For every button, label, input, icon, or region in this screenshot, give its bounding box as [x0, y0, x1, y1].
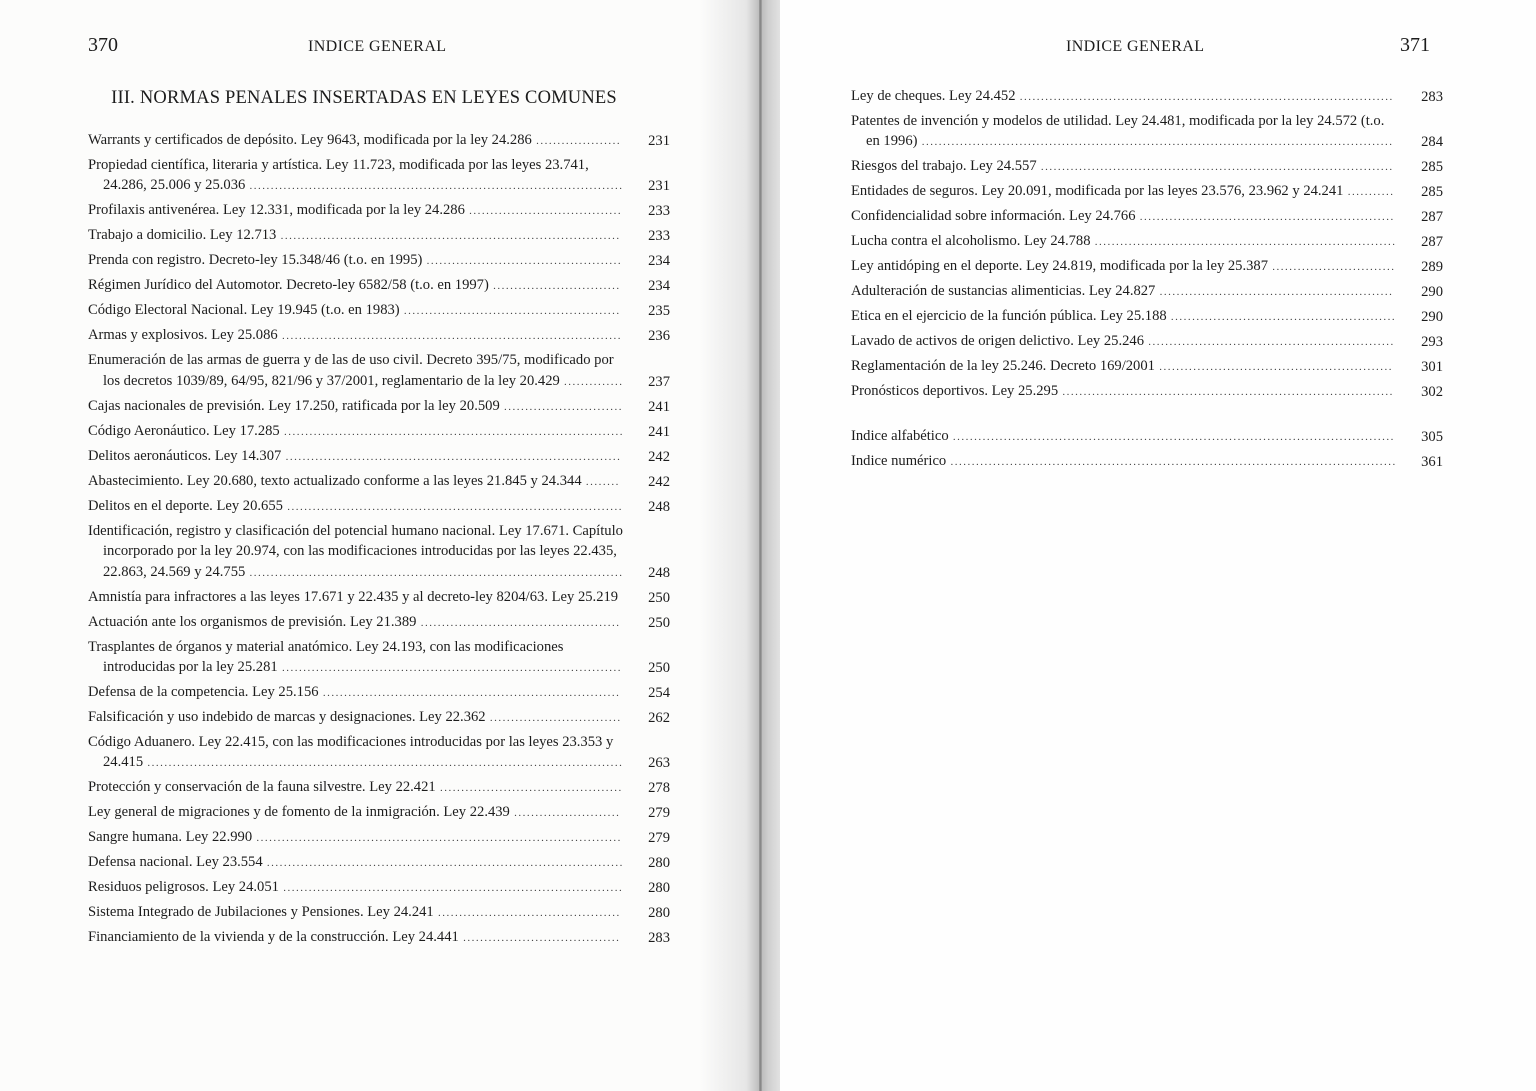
- toc-entry-title: Etica en el ejercicio de la función pública. Ley 25.188: [851, 308, 1167, 325]
- toc-entry-page: 237: [648, 373, 670, 390]
- toc-entry-page: 235: [648, 303, 670, 320]
- toc-entry-title: Enumeración de las armas de guerra y de las de uso civil. Decreto 395/75, modificado por los decretos 1039/89, 64/95, 821/96 y 37/2001, reglamentario de la ley 20.429: [88, 352, 614, 389]
- dot-leader: ...........: [1343, 186, 1395, 199]
- dot-leader: .........................................................................................................: [946, 456, 1397, 469]
- toc-entry: [88, 802, 670, 823]
- dot-leader: ......................................................................: [318, 687, 621, 700]
- running-head: INDICE GENERAL: [1066, 38, 1205, 55]
- toc-entry-title: Pronósticos deportivos. Ley 25.295: [851, 383, 1059, 400]
- toc-entry-page: 287: [1421, 209, 1443, 226]
- toc-entry-title: Trasplantes de órganos y material anatómico. Ley 24.193, con las modificaciones introducidas por la ley 25.281: [88, 638, 564, 676]
- toc-entry: [851, 451, 1443, 472]
- toc-entry: [851, 206, 1443, 227]
- toc-entry: [851, 281, 1443, 302]
- toc-entry-title: Régimen Jurídico del Automotor. Decreto-ley 6582/58 (t.o. en 1997): [88, 277, 489, 294]
- toc-entry: [851, 111, 1443, 153]
- dot-leader: .........................: [509, 807, 621, 820]
- toc-entry-page: 250: [648, 589, 670, 606]
- toc-entry-page: 233: [648, 203, 670, 220]
- toc-entry: [88, 682, 670, 703]
- toc-entry: [88, 587, 670, 608]
- toc-entry-title: Indice numérico: [851, 453, 947, 470]
- toc-entry-title: Defensa de la competencia. Ley 25.156: [88, 684, 319, 701]
- toc-entry: [88, 927, 670, 948]
- book-spine-fold: [759, 0, 762, 1091]
- toc-entry-title: Amnistía para infractores a las leyes 17.671 y 22.435 y al decreto-ley 8204/63. Ley 25.219: [88, 588, 619, 605]
- toc-entry-title: Protección y conservación de la fauna silvestre. Ley 22.421: [88, 779, 436, 796]
- toc-entry-page: 231: [648, 133, 670, 149]
- toc-entry-page: 280: [648, 905, 670, 922]
- toc-entry-page: 284: [1421, 134, 1443, 151]
- toc-entry-title: Sistema Integrado de Jubilaciones y Pensiones. Ley 24.241: [88, 904, 434, 921]
- toc-entry-title: Delitos aeronáuticos. Ley 14.307: [88, 447, 282, 464]
- dot-leader: ...............................................: [416, 616, 621, 629]
- toc-entry-page: 279: [648, 805, 670, 822]
- dot-leader: ..............................................: [422, 255, 623, 268]
- dot-leader: ................................................................................: [276, 230, 621, 243]
- dot-leader: .....................................................: [1166, 311, 1397, 324]
- dot-leader: ...................................................: [399, 305, 621, 318]
- dot-leader: ................................................................................................................: [143, 757, 624, 770]
- toc-list: [851, 86, 1443, 476]
- toc-entry-title: Ley antidóping en el deporte. Ley 24.819, modificada por la ley 25.387: [851, 258, 1269, 275]
- toc-entry: [88, 777, 670, 798]
- toc-entry: [88, 877, 670, 898]
- toc-entry: [88, 325, 670, 346]
- toc-entry-title: Lavado de activos de origen delictivo. Ley 25.246: [851, 333, 1145, 350]
- dot-leader: .............................: [1268, 261, 1396, 274]
- toc-entry-page: 285: [1421, 159, 1443, 176]
- toc-entry-page: 283: [648, 930, 670, 947]
- toc-entry-page: 248: [648, 564, 670, 581]
- toc-list: [88, 130, 670, 952]
- dot-leader: ............................................................: [1135, 211, 1395, 224]
- toc-entry: [88, 225, 670, 246]
- toc-entry-page: 285: [1421, 184, 1443, 201]
- toc-entry-title: Actuación ante los organismos de previsión. Ley 21.389: [88, 613, 417, 630]
- toc-entry-page: 293: [1421, 334, 1443, 351]
- dot-leader: ........................................................................................................: [948, 431, 1395, 444]
- dot-leader: ................................................................................: [277, 330, 622, 343]
- toc-entry-title: Trabajo a domicilio. Ley 12.713: [88, 227, 277, 244]
- toc-entry-page: 234: [648, 253, 670, 270]
- dot-leader: .......................................................: [1155, 286, 1394, 299]
- toc-entry-page: 248: [648, 498, 670, 515]
- toc-entry-page: 233: [648, 228, 670, 245]
- toc-entry-title: Abastecimiento. Ley 20.680, texto actualizado conforme a las leyes 21.845 y 24.344: [88, 472, 582, 489]
- toc-entry-page: 301: [1421, 359, 1443, 376]
- toc-entry-title: Ley de cheques. Ley 24.452: [851, 88, 1016, 104]
- toc-entry-title: Indice alfabético: [851, 428, 949, 445]
- toc-entry-title: Financiamiento de la vivienda y de la construcción. Ley 24.441: [88, 929, 459, 946]
- right-page: [780, 0, 1536, 1091]
- toc-entry-title: Residuos peligrosos. Ley 24.051: [88, 879, 279, 896]
- toc-entry: [88, 300, 670, 321]
- toc-entry-title: Delitos en el deporte. Ley 20.655: [88, 497, 283, 514]
- dot-leader: ...................................................................................: [1036, 161, 1394, 174]
- toc-entry-title: Profilaxis antivenérea. Ley 12.331, modificada por la ley 24.286: [88, 202, 465, 219]
- dot-leader: ...............................................................................: [281, 450, 622, 463]
- dot-leader: ..............: [559, 375, 624, 388]
- dot-leader: ........: [581, 475, 620, 488]
- dot-leader: ......................................................................................: [252, 832, 622, 845]
- toc-entry-title: Código Electoral Nacional. Ley 19.945 (t.o. en 1983): [88, 302, 400, 319]
- toc-entry-page: 283: [1421, 89, 1443, 105]
- toc-entry: [88, 471, 670, 492]
- toc-entry: [851, 181, 1443, 202]
- toc-entry-page: 290: [1421, 309, 1443, 326]
- dot-leader: ...............................................................................................................: [917, 136, 1394, 149]
- dot-leader: ..............................................................................: [1058, 386, 1394, 399]
- dot-leader: ...............................................................................: [282, 500, 623, 513]
- toc-entry: [851, 331, 1443, 352]
- toc-entry-title: Prenda con registro. Decreto-ley 15.348/46 (t.o. en 1995): [88, 252, 423, 269]
- dot-leader: .......................................................................: [1090, 236, 1397, 249]
- toc-entry-title: Sangre humana. Ley 22.990: [88, 829, 253, 846]
- toc-entry: [88, 200, 670, 221]
- dot-leader: .....................................: [458, 932, 621, 945]
- toc-entry-page: 254: [648, 685, 670, 702]
- toc-entry: [88, 250, 670, 271]
- toc-entry-page: 263: [648, 755, 670, 772]
- toc-entry-title: Adulteración de sustancias alimenticias. Ley 24.827: [851, 283, 1156, 300]
- page-number: 371: [1400, 34, 1430, 56]
- dot-leader: .......................................................: [1154, 361, 1393, 374]
- toc-entry-page: 234: [648, 278, 670, 295]
- toc-entry: [851, 356, 1443, 377]
- toc-entry: [851, 231, 1443, 252]
- toc-entry: [88, 155, 670, 197]
- dot-leader: ....................: [531, 135, 622, 147]
- toc-entry-title: Reglamentación de la ley 25.246. Decreto 169/2001: [851, 358, 1155, 375]
- page-number: 370: [88, 34, 118, 56]
- toc-entry-title: Lucha contra el alcoholismo. Ley 24.788: [851, 233, 1091, 250]
- toc-entry: [88, 130, 670, 151]
- toc-entry: [88, 612, 670, 633]
- toc-entry-page: 241: [648, 398, 670, 415]
- toc-entry-title: Cajas nacionales de previsión. Ley 17.250, ratificada por la ley 20.509: [88, 397, 500, 414]
- dot-leader: ...............................: [485, 712, 622, 725]
- dot-leader: ............................: [499, 400, 623, 413]
- dot-leader: ................................................................................: [279, 425, 624, 438]
- toc-entry-page: 241: [648, 423, 670, 440]
- toc-entry: [88, 446, 670, 467]
- dot-leader: ........................................................................................: [1015, 91, 1394, 103]
- toc-entry: [88, 902, 670, 923]
- toc-entry-title: Defensa nacional. Ley 23.554: [88, 854, 263, 871]
- dot-leader: ....................................................................................: [262, 857, 624, 870]
- toc-entry: [88, 637, 670, 679]
- toc-entry: [851, 381, 1443, 402]
- toc-entry: [851, 86, 1443, 107]
- dot-leader: ..............................: [488, 280, 621, 293]
- dot-leader: ................................................................................: [278, 882, 624, 895]
- toc-entry-page: 242: [648, 448, 670, 465]
- toc-entry: [88, 827, 670, 848]
- toc-entry: [851, 156, 1443, 177]
- toc-entry-title: Armas y explosivos. Ley 25.086: [88, 327, 278, 344]
- toc-entry-page: 236: [648, 328, 670, 345]
- toc-entry-title: Identificación, registro y clasificación del potencial humano nacional. Ley 17.671. Capítulo incorporado por la ley 20.974, con las modificaciones introducidas por las leyes 22.435, 22.863, 24.569 y 24.755: [88, 522, 623, 580]
- toc-entry-title: Código Aduanero. Ley 22.415, con las modificaciones introducidas por las leyes 23.353 y 24.415: [88, 734, 614, 771]
- toc-entry-page: 279: [648, 830, 670, 847]
- dot-leader: ........................................................................................: [245, 566, 624, 579]
- toc-entry: [851, 256, 1443, 277]
- dot-leader: ....................................: [464, 205, 623, 218]
- toc-entry: [88, 275, 670, 296]
- dot-leader: ..........................................................: [1144, 336, 1395, 349]
- toc-entry-page: 289: [1421, 259, 1443, 276]
- dot-leader: ................................................................................: [277, 662, 622, 675]
- toc-entry-title: Código Aeronáutico. Ley 17.285: [88, 422, 280, 439]
- toc-entry-title: Ley general de migraciones y de fomento de la inmigración. Ley 22.439: [88, 804, 510, 821]
- toc-entry: [88, 350, 670, 392]
- toc-entry-page: 280: [648, 880, 670, 897]
- spacer: [851, 406, 1443, 426]
- toc-entry: [88, 707, 670, 728]
- toc-entry-title: Patentes de invención y modelos de utilidad. Ley 24.481, modificada por la ley 24.572 (t.o. en 1996): [851, 113, 1385, 150]
- toc-entry-title: Falsificación y uso indebido de marcas y designaciones. Ley 22.362: [88, 709, 486, 726]
- running-head: INDICE GENERAL: [308, 38, 447, 55]
- toc-entry-page: 305: [1421, 429, 1443, 446]
- section-title: III. NORMAS PENALES INSERTADAS EN LEYES COMUNES: [111, 88, 617, 108]
- toc-entry-page: 262: [648, 710, 670, 727]
- toc-entry-title: Confidencialidad sobre información. Ley 24.766: [851, 208, 1136, 225]
- toc-entry-page: 250: [648, 614, 670, 631]
- toc-entry-page: 242: [648, 473, 670, 490]
- dot-leader: ...........................................: [435, 782, 623, 795]
- toc-entry: [851, 426, 1443, 447]
- toc-entry-page: 231: [648, 178, 670, 195]
- toc-entry-page: 280: [648, 855, 670, 872]
- toc-entry-page: 361: [1421, 454, 1443, 471]
- toc-entry-page: 278: [648, 780, 670, 797]
- toc-entry-title: Riesgos del trabajo. Ley 24.557: [851, 158, 1037, 175]
- left-page: [0, 0, 740, 1091]
- toc-entry: [88, 421, 670, 442]
- toc-entry-page: 287: [1421, 234, 1443, 251]
- toc-entry: [88, 396, 670, 417]
- toc-entry: [88, 852, 670, 873]
- dot-leader: ........................................................................................: [245, 180, 624, 193]
- toc-entry: [88, 732, 670, 774]
- toc-entry-title: Propiedad científica, literaria y artística. Ley 11.723, modificada por las leyes 23.741, 24.286, 25.006 y 25.036: [88, 157, 589, 194]
- toc-entry: [88, 496, 670, 517]
- dot-leader: ...........................................: [433, 907, 621, 920]
- toc-entry-page: 290: [1421, 284, 1443, 301]
- toc-entry: [88, 521, 670, 583]
- toc-entry-page: 250: [648, 660, 670, 677]
- toc-entry-title: Warrants y certificados de depósito. Ley 9643, modificada por la ley 24.286: [88, 132, 532, 148]
- toc-entry-title: Entidades de seguros. Ley 20.091, modificada por las leyes 23.576, 23.962 y 24.241: [851, 183, 1344, 200]
- toc-entry: [851, 306, 1443, 327]
- toc-entry-page: 302: [1421, 384, 1443, 401]
